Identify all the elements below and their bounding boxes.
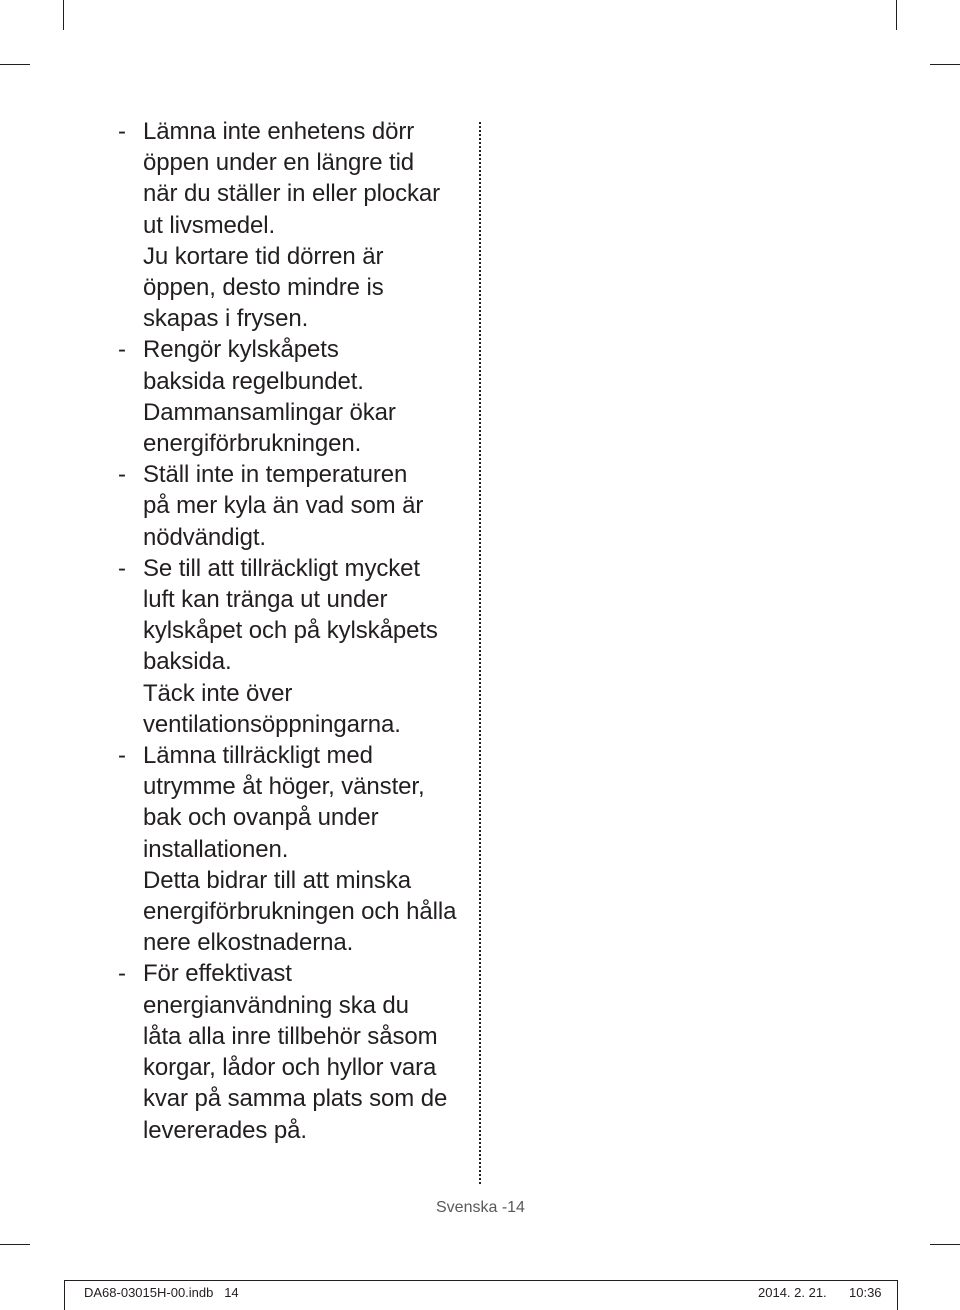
page-number: Svenska -14 <box>436 1199 525 1216</box>
bullet-dash: - <box>118 742 126 770</box>
tip-line: baksida regelbundet. <box>143 367 364 395</box>
bullet-dash: - <box>118 960 126 988</box>
print-slug-file: DA68-03015H-00.indb 14 <box>84 1285 239 1300</box>
tip-item <box>118 334 478 459</box>
crop-mark <box>930 1244 960 1245</box>
tip-line: när du ställer in eller plockar <box>143 180 441 208</box>
tip-line: nödvändigt. <box>143 523 267 551</box>
tip-line: Ju kortare tid dörren är <box>143 242 384 270</box>
bullet-dash: - <box>118 461 126 489</box>
tip-line: energianvändning ska du <box>143 991 409 1019</box>
tip-line: på mer kyla än vad som är <box>143 492 424 520</box>
tip-line: låta alla inre tillbehör såsom <box>143 1022 438 1050</box>
tip-item <box>118 958 478 1145</box>
tip-line: bak och ovanpå under <box>143 804 379 832</box>
tip-item <box>118 553 478 740</box>
tip-line: energiförbrukningen och hålla <box>143 898 457 926</box>
crop-mark <box>930 64 960 65</box>
tip-line: öppen under en längre tid <box>143 149 415 177</box>
tip-line: energiförbrukningen. <box>143 430 362 458</box>
tip-line: korgar, lådor och hyllor vara <box>143 1054 437 1082</box>
tip-line: kvar på samma plats som de <box>143 1085 448 1113</box>
tip-line: Täck inte över <box>143 679 293 707</box>
tip-line: ventilationsöppningarna. <box>143 710 401 738</box>
bullet-dash: - <box>118 336 126 364</box>
tip-line: Dammansamlingar ökar <box>143 398 396 426</box>
crop-mark <box>0 64 30 65</box>
print-slug-time: 10:36 <box>849 1285 882 1300</box>
tip-line: Rengör kylskåpets <box>143 336 339 364</box>
tip-item <box>118 459 478 553</box>
print-slug-date: 2014. 2. 21. <box>758 1285 827 1300</box>
tip-line: Lämna inte enhetens dörr <box>143 118 415 145</box>
tip-item <box>118 116 478 334</box>
tip-line: kylskåpet och på kylskåpets <box>143 617 438 645</box>
tip-line: öppen, desto mindre is <box>143 274 384 302</box>
tip-line: skapas i frysen. <box>143 305 309 333</box>
tip-line: baksida. <box>143 648 232 676</box>
crop-mark <box>896 0 897 30</box>
tip-line: luft kan tränga ut under <box>143 586 388 614</box>
tip-line: Ställ inte in temperaturen <box>143 461 408 489</box>
crop-mark <box>0 1244 30 1245</box>
column-divider <box>479 122 481 1184</box>
tip-line: För effektivast <box>143 960 292 988</box>
tip-line: levererades på. <box>143 1116 307 1144</box>
tip-item <box>118 740 478 958</box>
tip-line: nere elkostnaderna. <box>143 929 354 957</box>
bullet-dash: - <box>118 554 126 582</box>
crop-mark <box>63 0 64 30</box>
tip-line: Detta bidrar till att minska <box>143 866 411 894</box>
tips-list <box>118 116 478 1146</box>
tip-line: Lämna tillräckligt med <box>143 742 373 770</box>
tip-line: installationen. <box>143 835 289 863</box>
tip-line: utrymme åt höger, vänster, <box>143 773 425 801</box>
tip-line: ut livsmedel. <box>143 211 276 239</box>
tip-line: Se till att tillräckligt mycket <box>143 554 420 582</box>
bullet-dash: - <box>118 118 126 145</box>
